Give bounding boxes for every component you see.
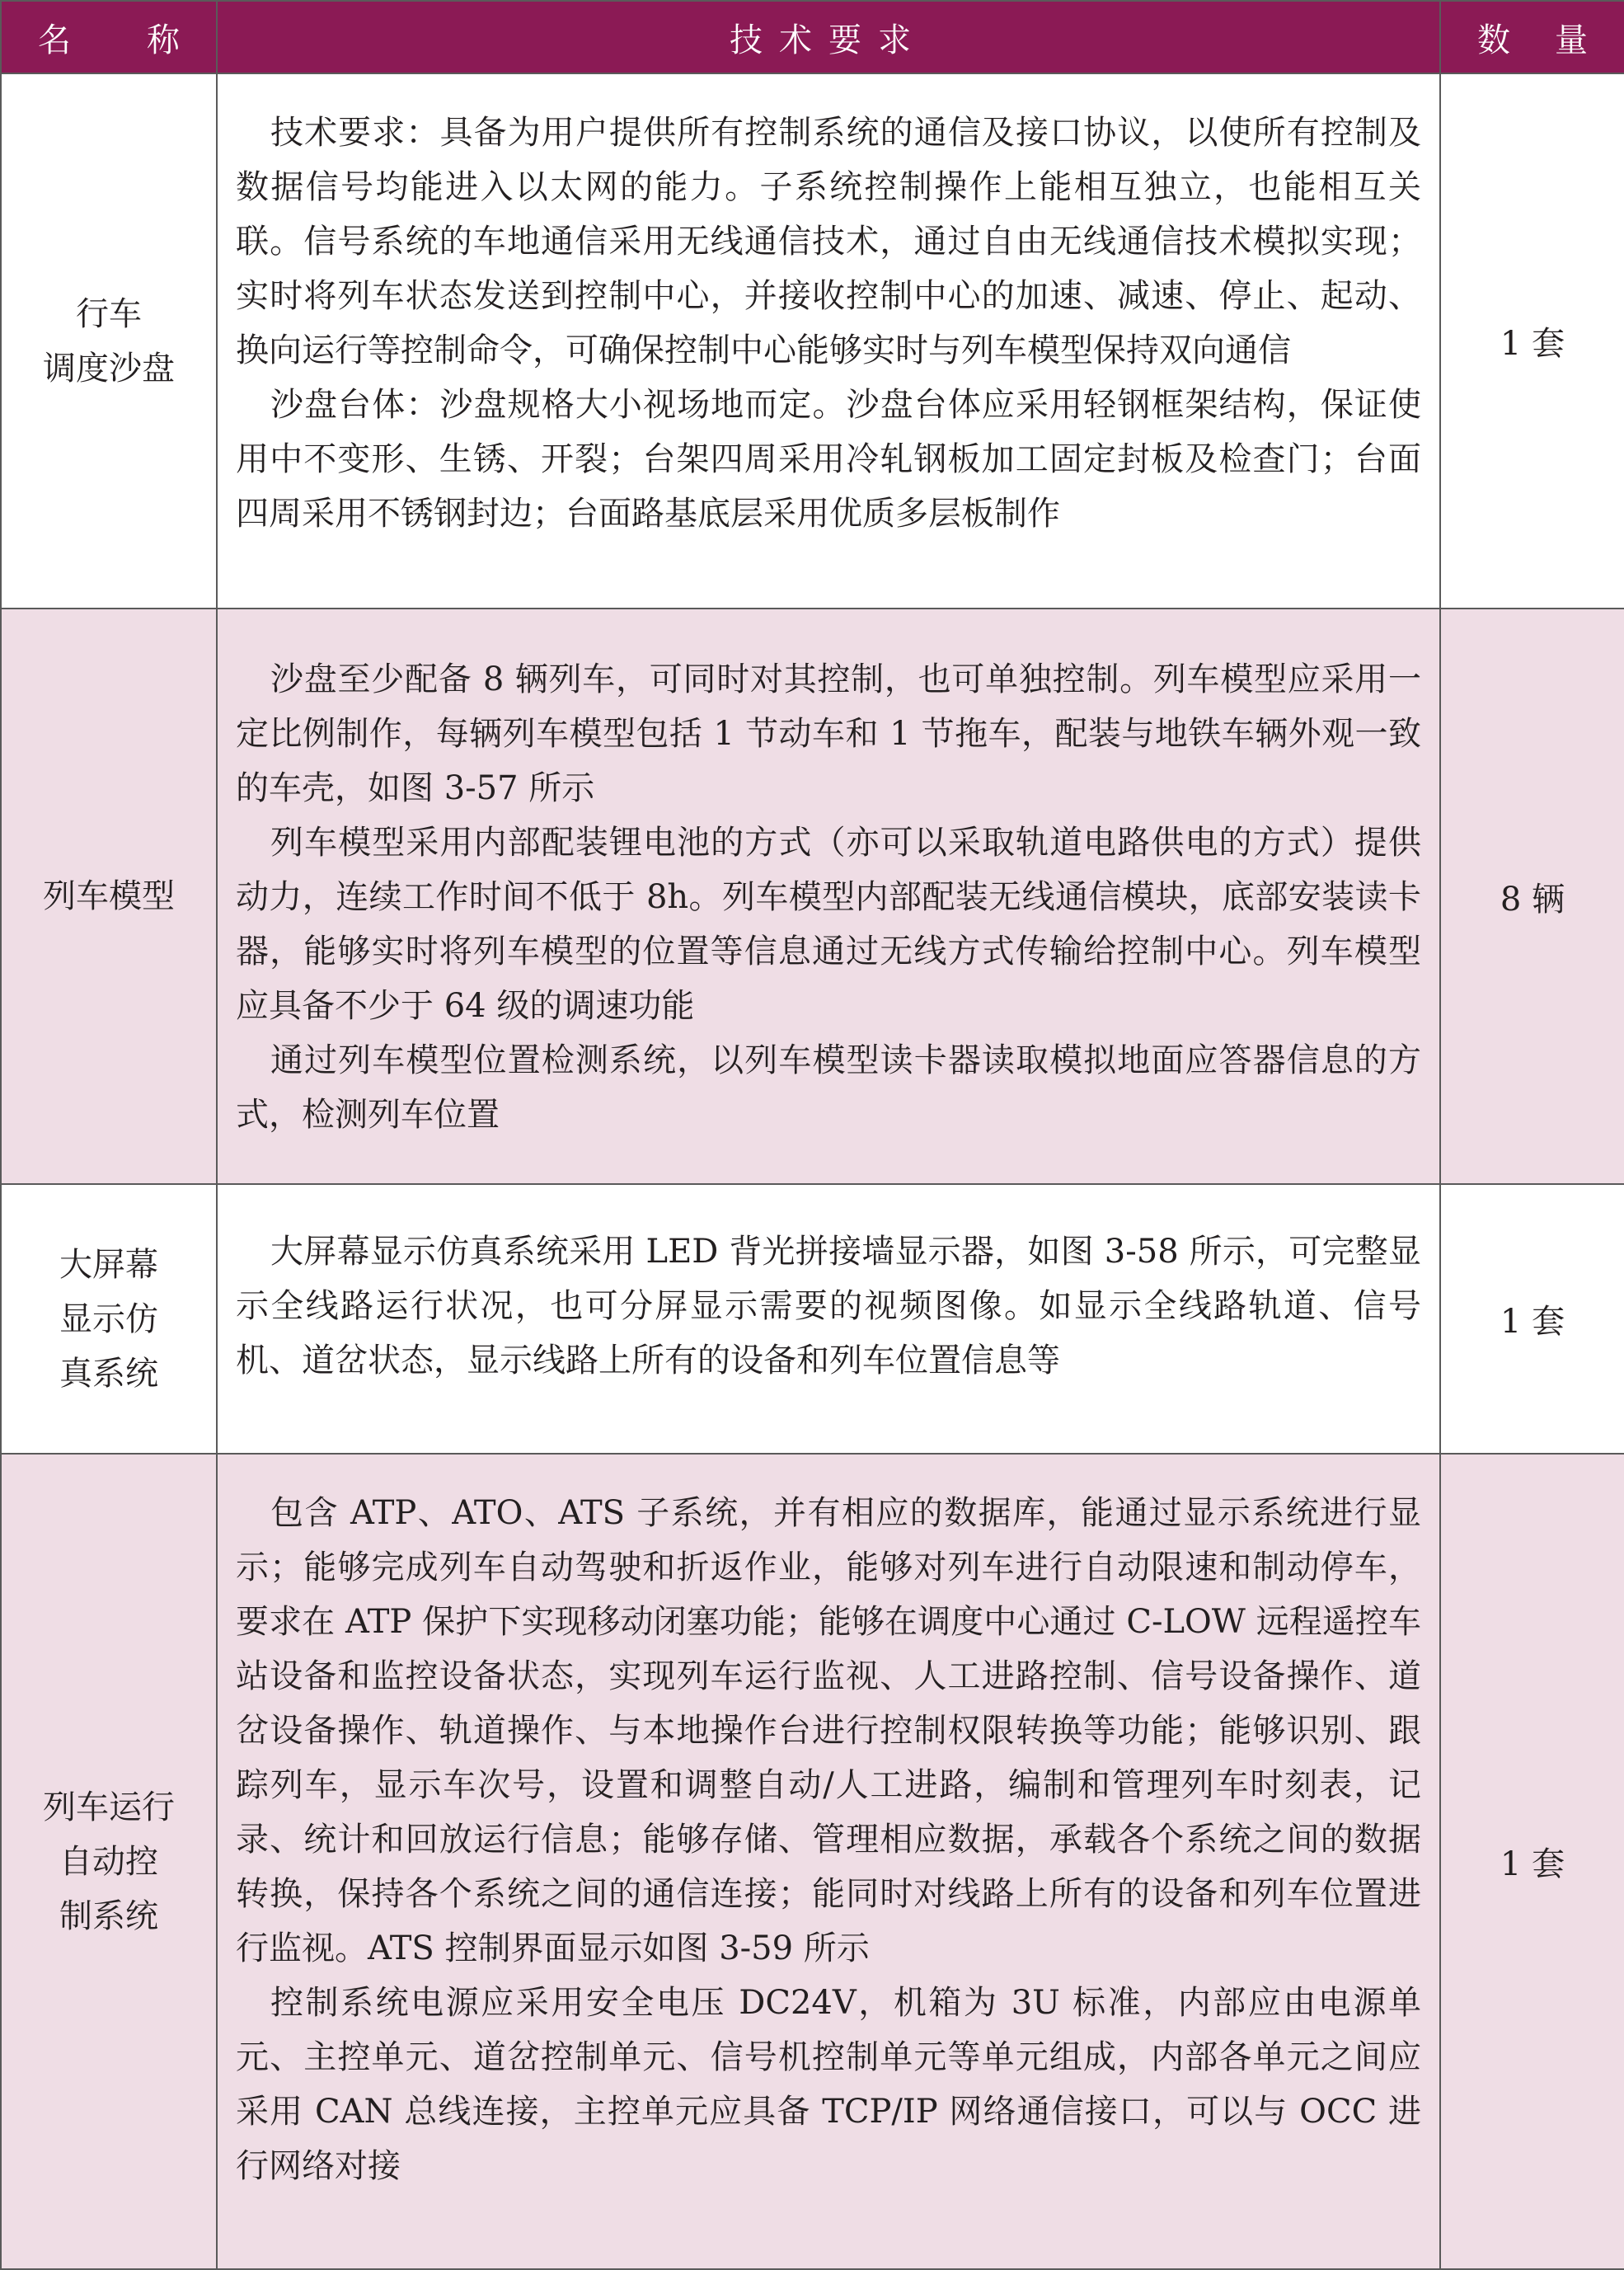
item-name-line: 行车 [76,294,142,333]
table-row [1,1184,1624,1454]
quantity-cell: 8 辆 [1440,609,1624,1184]
requirement-paragraph: 包含 ATP、ATO、ATS 子系统，并有相应的数据库，能通过显示系统进行显示；能够完成列车自动驾驶和折返作业，能够对列车进行自动限速和制动停车，要求在 ATP 保护下实现移动闭塞功能；能够在调度中心通过 C-LOW 远程遥控车站设备和监控设备状态，实现列车运行监视、人工进路控制、信号设备操作、道岔设备操作、轨道操作、与本地操作台进行控制权限转换等功能；能够识别、跟踪列车，显示车次号，设置和调整自动/人工进路，编制和管理列车时刻表，记录、统计和回放运行信息；能够存储、管理相应数据，承载各个系统之间的数据转换，保持各个系统之间的通信连接；能同时对线路上所有的设备和列车位置进行监视。ATS 控制界面显示如图 3-59 所示 [236,1494,1421,1967]
requirement-cell [217,1184,1440,1454]
item-name-line: 自动控 [59,1842,158,1881]
quantity-cell: 1 套 [1440,1184,1624,1454]
item-name-cell [1,609,217,1184]
requirement-paragraph: 列车模型采用内部配装锂电池的方式（亦可以采取轨道电路供电的方式）提供动力，连续工作时间不低于 8h。列车模型内部配装无线通信模块，底部安装读卡器，能够实时将列车模型的位置等信息通过无线方式传输给控制中心。列车模型应具备不少于 64 级的调速功能 [236,824,1421,1025]
requirement-cell [217,1454,1440,2269]
header-name-char: 名 [38,21,71,59]
header-requirement [217,1,1440,73]
quantity-cell: 1 套 [1440,73,1624,609]
item-name-line: 列车运行 [43,1788,175,1826]
table-row [1,609,1624,1184]
header-name-char: 称 [147,21,180,59]
requirement-paragraph: 控制系统电源应采用安全电压 DC24V，机箱为 3U 标准，内部应由电源单元、主控单元、道岔控制单元、信号机控制单元等单元组成，内部各单元之间应采用 CAN 总线连接，主控单元应具备 TCP/IP 网络通信接口，可以与 OCC 进行网络对接 [236,1984,1421,2185]
requirement-cell [217,73,1440,609]
item-name-line: 制系统 [59,1896,158,1935]
requirement-paragraph: 沙盘台体：沙盘规格大小视场地而定。沙盘台体应采用轻钢框架结构，保证使用中不变形、生锈、开裂；台架四周采用冷轧钢板加工固定封板及检查门；台面四周采用不锈钢封边；台面路基底层采用优质多层板制作 [236,386,1421,533]
header-qty-char: 数 [1477,21,1510,59]
header-requirement-label: 技术要求 [730,21,927,59]
requirement-cell [217,609,1440,1184]
table-row [1,73,1624,609]
item-name-line: 调度沙盘 [43,349,175,388]
item-name-line: 真系统 [59,1354,158,1393]
table-row [1,1454,1624,2269]
item-name-line: 显示仿 [59,1299,158,1338]
requirement-paragraph: 通过列车模型位置检测系统，以列车模型读卡器读取模拟地面应答器信息的方式，检测列车位置 [236,1041,1421,1134]
item-name-cell [1,1184,217,1454]
table-header-row [1,1,1624,73]
header-qty-char: 量 [1555,21,1588,59]
requirement-paragraph: 沙盘至少配备 8 辆列车，可同时对其控制，也可单独控制。列车模型应采用一定比例制作，每辆列车模型包括 1 节动车和 1 节拖车，配装与地铁车辆外观一致的车壳，如图 3-57 所示 [236,660,1421,807]
item-name-line: 大屏幕 [59,1245,158,1284]
item-name-cell [1,1454,217,2269]
requirement-paragraph: 大屏幕显示仿真系统采用 LED 背光拼接墙显示器，如图 3-58 所示，可完整显示全线路运行状况，也可分屏显示需要的视频图像。如显示全线路轨道、信号机、道岔状态，显示线路上所有的设备和列车位置信息等 [236,1233,1421,1379]
header-name [1,1,217,73]
item-name-cell [1,73,217,609]
quantity-cell: 1 套 [1440,1454,1624,2269]
header-quantity [1440,1,1624,73]
item-name-line: 列车模型 [43,877,175,915]
requirement-paragraph: 技术要求：具备为用户提供所有控制系统的通信及接口协议，以使所有控制及数据信号均能进入以太网的能力。子系统控制操作上能相互独立，也能相互关联。信号系统的车地通信采用无线通信技术，通过自由无线通信技术模拟实现；实时将列车状态发送到控制中心，并接收控制中心的加速、减速、停止、起动、换向运行等控制命令，可确保控制中心能够实时与列车模型保持双向通信 [236,114,1421,369]
